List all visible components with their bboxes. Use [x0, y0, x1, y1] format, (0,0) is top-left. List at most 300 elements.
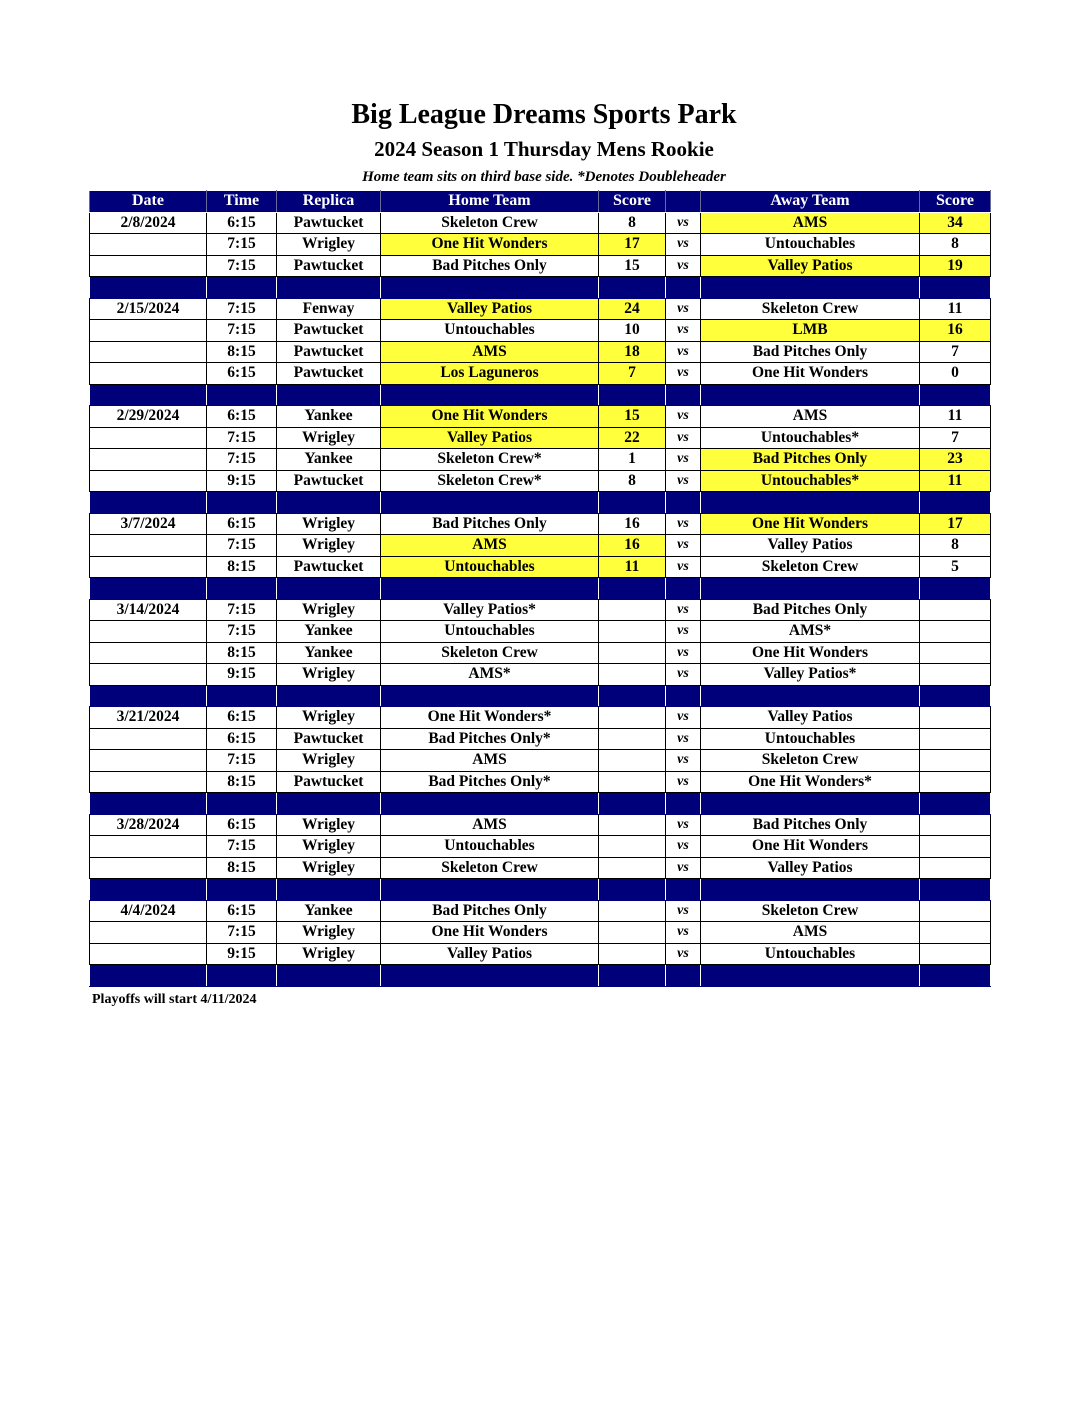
home-team: Bad Pitches Only*: [381, 728, 599, 750]
home-team: Skeleton Crew: [381, 857, 599, 879]
away-score: 8: [920, 234, 991, 256]
vs-label: vs: [666, 255, 701, 277]
away-score: 34: [920, 212, 991, 234]
away-score: [920, 836, 991, 858]
vs-label: vs: [666, 298, 701, 320]
away-team: Skeleton Crew: [701, 750, 920, 772]
game-date: [90, 320, 207, 342]
home-score: 22: [599, 427, 666, 449]
header-date: Date: [90, 191, 207, 213]
home-team: One Hit Wonders*: [381, 707, 599, 729]
separator-cell: [701, 965, 920, 987]
game-date: [90, 836, 207, 858]
separator-cell: [277, 492, 381, 514]
away-team: Bad Pitches Only: [701, 449, 920, 471]
vs-label: vs: [666, 814, 701, 836]
game-time: 9:15: [207, 664, 277, 686]
separator-cell: [381, 685, 599, 707]
game-field: Pawtucket: [277, 728, 381, 750]
week-separator-row: [90, 578, 991, 600]
away-score: 23: [920, 449, 991, 471]
vs-label: vs: [666, 406, 701, 428]
separator-cell: [207, 685, 277, 707]
separator-cell: [90, 879, 207, 901]
game-field: Pawtucket: [277, 771, 381, 793]
week-separator-row: [90, 965, 991, 987]
week-separator-row: [90, 793, 991, 815]
separator-cell: [599, 793, 666, 815]
home-team: Valley Patios: [381, 298, 599, 320]
home-score: 15: [599, 255, 666, 277]
away-score: 8: [920, 535, 991, 557]
separator-cell: [277, 277, 381, 299]
game-row: [90, 728, 991, 750]
game-time: 6:15: [207, 406, 277, 428]
vs-label: vs: [666, 363, 701, 385]
away-score: [920, 642, 991, 664]
home-team: Skeleton Crew*: [381, 449, 599, 471]
home-team: Bad Pitches Only*: [381, 771, 599, 793]
home-score: [599, 922, 666, 944]
game-time: 6:15: [207, 212, 277, 234]
separator-cell: [381, 793, 599, 815]
game-field: Yankee: [277, 642, 381, 664]
separator-cell: [381, 384, 599, 406]
home-team: Untouchables: [381, 621, 599, 643]
vs-label: vs: [666, 599, 701, 621]
separator-cell: [381, 492, 599, 514]
game-row: [90, 320, 991, 342]
separator-cell: [277, 793, 381, 815]
separator-cell: [599, 492, 666, 514]
away-score: 11: [920, 470, 991, 492]
home-team: AMS: [381, 814, 599, 836]
away-team: AMS: [701, 406, 920, 428]
game-field: Pawtucket: [277, 470, 381, 492]
vs-label: vs: [666, 621, 701, 643]
game-date: [90, 535, 207, 557]
game-field: Wrigley: [277, 707, 381, 729]
game-field: Wrigley: [277, 427, 381, 449]
game-row: [90, 922, 991, 944]
away-team: AMS*: [701, 621, 920, 643]
separator-cell: [207, 277, 277, 299]
vs-label: vs: [666, 234, 701, 256]
vs-label: vs: [666, 836, 701, 858]
game-row: [90, 363, 991, 385]
separator-cell: [207, 965, 277, 987]
game-time: 7:15: [207, 599, 277, 621]
game-date: [90, 642, 207, 664]
game-time: 7:15: [207, 449, 277, 471]
home-team: AMS: [381, 750, 599, 772]
home-team: Untouchables: [381, 556, 599, 578]
separator-cell: [90, 384, 207, 406]
home-score: [599, 857, 666, 879]
home-score: 16: [599, 535, 666, 557]
game-field: Wrigley: [277, 535, 381, 557]
away-score: [920, 728, 991, 750]
game-row: [90, 836, 991, 858]
separator-cell: [90, 277, 207, 299]
vs-label: vs: [666, 943, 701, 965]
game-time: 6:15: [207, 363, 277, 385]
home-team: Los Laguneros: [381, 363, 599, 385]
away-team: One Hit Wonders*: [701, 771, 920, 793]
away-team: One Hit Wonders: [701, 513, 920, 535]
game-date: 2/8/2024: [90, 212, 207, 234]
away-score: 11: [920, 406, 991, 428]
header-vs: [666, 191, 701, 213]
playoffs-note: Playoffs will start 4/11/2024: [92, 992, 257, 1007]
home-team: AMS*: [381, 664, 599, 686]
header-away-score: Score: [920, 191, 991, 213]
game-row: [90, 255, 991, 277]
separator-cell: [381, 879, 599, 901]
vs-label: vs: [666, 535, 701, 557]
vs-label: vs: [666, 513, 701, 535]
week-separator-row: [90, 879, 991, 901]
game-time: 6:15: [207, 513, 277, 535]
separator-cell: [207, 879, 277, 901]
game-field: Pawtucket: [277, 320, 381, 342]
away-team: Untouchables*: [701, 427, 920, 449]
vs-label: vs: [666, 922, 701, 944]
game-time: 7:15: [207, 320, 277, 342]
game-date: 3/7/2024: [90, 513, 207, 535]
home-team: Skeleton Crew: [381, 212, 599, 234]
away-team: AMS: [701, 922, 920, 944]
game-time: 7:15: [207, 427, 277, 449]
away-score: 19: [920, 255, 991, 277]
game-row: [90, 513, 991, 535]
game-time: 6:15: [207, 728, 277, 750]
vs-label: vs: [666, 664, 701, 686]
away-score: 7: [920, 341, 991, 363]
game-field: Pawtucket: [277, 363, 381, 385]
away-team: Bad Pitches Only: [701, 341, 920, 363]
game-time: 7:15: [207, 298, 277, 320]
away-team: Valley Patios: [701, 707, 920, 729]
home-team: Valley Patios: [381, 943, 599, 965]
week-separator-row: [90, 492, 991, 514]
game-field: Wrigley: [277, 922, 381, 944]
game-field: Fenway: [277, 298, 381, 320]
vs-label: vs: [666, 750, 701, 772]
game-date: 3/14/2024: [90, 599, 207, 621]
vs-label: vs: [666, 341, 701, 363]
away-score: 0: [920, 363, 991, 385]
away-team: Valley Patios: [701, 857, 920, 879]
separator-cell: [666, 685, 701, 707]
game-time: 7:15: [207, 621, 277, 643]
header-replica: Replica: [277, 191, 381, 213]
vs-label: vs: [666, 556, 701, 578]
away-score: 17: [920, 513, 991, 535]
schedule-table: [89, 190, 991, 987]
header-time: Time: [207, 191, 277, 213]
schedule-body: [90, 212, 991, 986]
game-field: Wrigley: [277, 814, 381, 836]
game-time: 7:15: [207, 255, 277, 277]
game-row: [90, 535, 991, 557]
away-team: Skeleton Crew: [701, 900, 920, 922]
game-date: [90, 943, 207, 965]
separator-cell: [90, 793, 207, 815]
home-score: 11: [599, 556, 666, 578]
header-home-score: Score: [599, 191, 666, 213]
game-date: 3/28/2024: [90, 814, 207, 836]
game-field: Wrigley: [277, 750, 381, 772]
home-score: 17: [599, 234, 666, 256]
separator-cell: [666, 384, 701, 406]
game-time: 9:15: [207, 470, 277, 492]
away-team: Untouchables: [701, 234, 920, 256]
game-date: 2/15/2024: [90, 298, 207, 320]
separator-cell: [277, 578, 381, 600]
vs-label: vs: [666, 900, 701, 922]
separator-cell: [920, 793, 991, 815]
home-team: Skeleton Crew*: [381, 470, 599, 492]
vs-label: vs: [666, 470, 701, 492]
game-time: 6:15: [207, 900, 277, 922]
game-row: [90, 621, 991, 643]
away-team: Bad Pitches Only: [701, 814, 920, 836]
home-team: One Hit Wonders: [381, 234, 599, 256]
game-row: [90, 771, 991, 793]
game-field: Wrigley: [277, 599, 381, 621]
home-score: [599, 900, 666, 922]
separator-cell: [599, 965, 666, 987]
separator-cell: [599, 277, 666, 299]
game-date: [90, 556, 207, 578]
home-score: [599, 750, 666, 772]
away-score: [920, 857, 991, 879]
vs-label: vs: [666, 320, 701, 342]
game-field: Yankee: [277, 900, 381, 922]
vs-label: vs: [666, 642, 701, 664]
game-row: [90, 470, 991, 492]
separator-cell: [90, 965, 207, 987]
game-field: Wrigley: [277, 513, 381, 535]
game-date: [90, 255, 207, 277]
game-row: [90, 707, 991, 729]
game-field: Yankee: [277, 621, 381, 643]
separator-cell: [599, 384, 666, 406]
separator-cell: [207, 793, 277, 815]
home-score: 18: [599, 341, 666, 363]
game-row: [90, 664, 991, 686]
vs-label: vs: [666, 212, 701, 234]
separator-cell: [666, 578, 701, 600]
home-score: [599, 728, 666, 750]
game-date: [90, 771, 207, 793]
separator-cell: [666, 277, 701, 299]
header-row: [90, 191, 991, 213]
away-score: 16: [920, 320, 991, 342]
away-team: Untouchables*: [701, 470, 920, 492]
vs-label: vs: [666, 857, 701, 879]
home-score: [599, 771, 666, 793]
home-team: One Hit Wonders: [381, 922, 599, 944]
game-date: [90, 750, 207, 772]
game-date: [90, 363, 207, 385]
home-team: Bad Pitches Only: [381, 255, 599, 277]
separator-cell: [90, 492, 207, 514]
away-score: 7: [920, 427, 991, 449]
home-score: [599, 814, 666, 836]
header-home-team: Home Team: [381, 191, 599, 213]
home-team: AMS: [381, 535, 599, 557]
game-time: 7:15: [207, 234, 277, 256]
home-score: [599, 664, 666, 686]
home-score: 24: [599, 298, 666, 320]
game-row: [90, 599, 991, 621]
game-date: 3/21/2024: [90, 707, 207, 729]
away-team: AMS: [701, 212, 920, 234]
game-time: 8:15: [207, 642, 277, 664]
game-row: [90, 556, 991, 578]
game-field: Pawtucket: [277, 556, 381, 578]
game-row: [90, 427, 991, 449]
game-row: [90, 298, 991, 320]
game-row: [90, 857, 991, 879]
home-team: Skeleton Crew: [381, 642, 599, 664]
game-date: [90, 470, 207, 492]
away-team: LMB: [701, 320, 920, 342]
home-score: 8: [599, 212, 666, 234]
away-team: Bad Pitches Only: [701, 599, 920, 621]
separator-cell: [381, 578, 599, 600]
home-team: Valley Patios*: [381, 599, 599, 621]
separator-cell: [381, 277, 599, 299]
vs-label: vs: [666, 728, 701, 750]
home-team: AMS: [381, 341, 599, 363]
away-team: One Hit Wonders: [701, 642, 920, 664]
game-time: 8:15: [207, 556, 277, 578]
separator-cell: [701, 277, 920, 299]
away-score: [920, 707, 991, 729]
week-separator-row: [90, 685, 991, 707]
game-field: Wrigley: [277, 943, 381, 965]
header-away-team: Away Team: [701, 191, 920, 213]
separator-cell: [90, 578, 207, 600]
separator-cell: [277, 685, 381, 707]
separator-cell: [599, 685, 666, 707]
game-time: 9:15: [207, 943, 277, 965]
home-team: Bad Pitches Only: [381, 900, 599, 922]
game-row: [90, 750, 991, 772]
game-row: [90, 406, 991, 428]
away-team: Untouchables: [701, 943, 920, 965]
game-field: Pawtucket: [277, 341, 381, 363]
home-team: Untouchables: [381, 320, 599, 342]
away-score: [920, 771, 991, 793]
game-time: 7:15: [207, 836, 277, 858]
game-time: 7:15: [207, 922, 277, 944]
separator-cell: [920, 879, 991, 901]
schedule-note: Home team sits on third base side. *Denotes Doubleheader: [362, 169, 726, 185]
separator-cell: [207, 492, 277, 514]
game-row: [90, 900, 991, 922]
away-team: One Hit Wonders: [701, 836, 920, 858]
separator-cell: [920, 685, 991, 707]
game-date: [90, 922, 207, 944]
week-separator-row: [90, 277, 991, 299]
separator-cell: [920, 384, 991, 406]
away-team: Skeleton Crew: [701, 298, 920, 320]
game-field: Wrigley: [277, 857, 381, 879]
page-subtitle: 2024 Season 1 Thursday Mens Rookie: [374, 137, 714, 161]
separator-cell: [207, 384, 277, 406]
home-score: 16: [599, 513, 666, 535]
game-date: 4/4/2024: [90, 900, 207, 922]
home-score: [599, 621, 666, 643]
vs-label: vs: [666, 707, 701, 729]
game-row: [90, 943, 991, 965]
game-row: [90, 814, 991, 836]
home-score: 1: [599, 449, 666, 471]
separator-cell: [381, 965, 599, 987]
separator-cell: [666, 492, 701, 514]
separator-cell: [701, 578, 920, 600]
away-score: [920, 750, 991, 772]
separator-cell: [701, 685, 920, 707]
game-date: [90, 621, 207, 643]
game-field: Wrigley: [277, 234, 381, 256]
game-row: [90, 642, 991, 664]
game-time: 7:15: [207, 535, 277, 557]
home-score: 7: [599, 363, 666, 385]
week-separator-row: [90, 384, 991, 406]
game-date: [90, 427, 207, 449]
away-score: [920, 814, 991, 836]
away-score: [920, 664, 991, 686]
home-score: [599, 707, 666, 729]
game-date: 2/29/2024: [90, 406, 207, 428]
home-score: 10: [599, 320, 666, 342]
away-score: 5: [920, 556, 991, 578]
game-time: 7:15: [207, 750, 277, 772]
vs-label: vs: [666, 449, 701, 471]
away-score: 11: [920, 298, 991, 320]
game-field: Wrigley: [277, 664, 381, 686]
home-team: Valley Patios: [381, 427, 599, 449]
game-time: 8:15: [207, 341, 277, 363]
game-date: [90, 341, 207, 363]
game-date: [90, 664, 207, 686]
away-score: [920, 900, 991, 922]
away-score: [920, 922, 991, 944]
separator-cell: [920, 277, 991, 299]
separator-cell: [277, 879, 381, 901]
home-score: [599, 943, 666, 965]
game-date: [90, 857, 207, 879]
game-row: [90, 234, 991, 256]
separator-cell: [920, 578, 991, 600]
separator-cell: [920, 965, 991, 987]
separator-cell: [277, 384, 381, 406]
separator-cell: [90, 685, 207, 707]
game-field: Yankee: [277, 449, 381, 471]
away-team: Valley Patios: [701, 535, 920, 557]
away-team: Skeleton Crew: [701, 556, 920, 578]
separator-cell: [207, 578, 277, 600]
game-time: 6:15: [207, 814, 277, 836]
home-team: Untouchables: [381, 836, 599, 858]
game-field: Yankee: [277, 406, 381, 428]
game-time: 8:15: [207, 771, 277, 793]
